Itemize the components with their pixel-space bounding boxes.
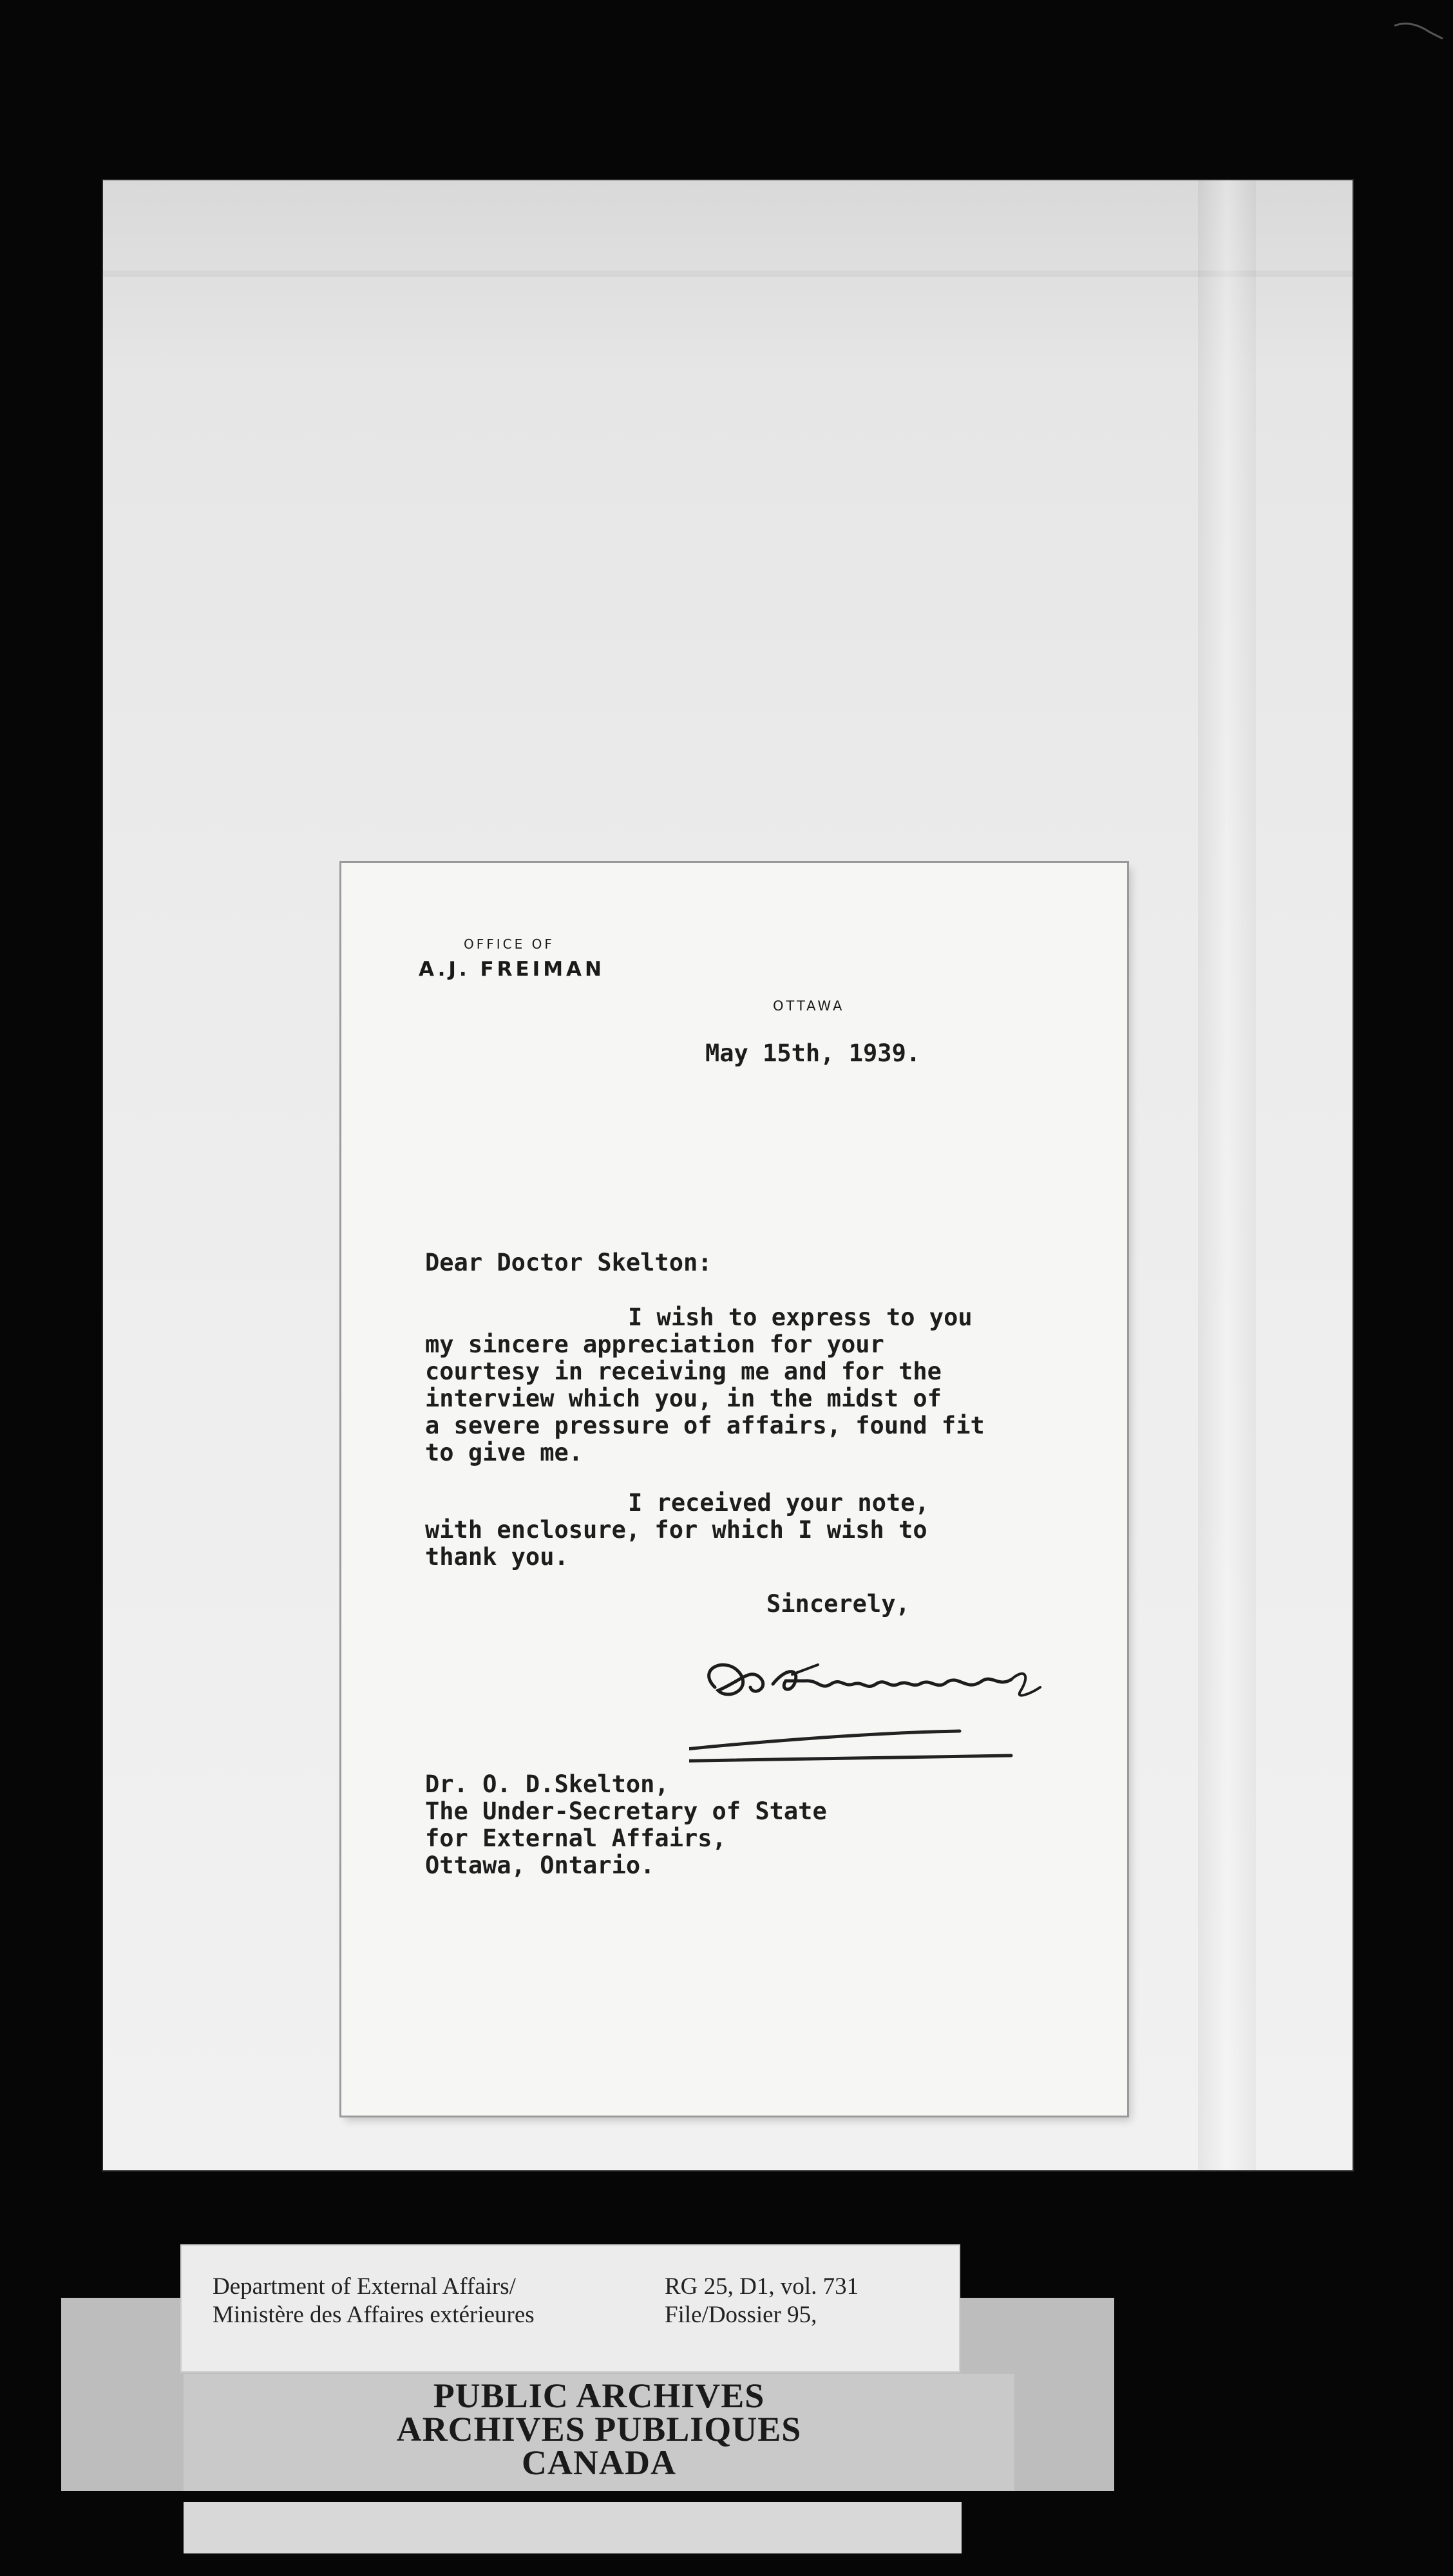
letterhead-name: A.J. FREIMAN bbox=[419, 958, 605, 981]
bottom-strip bbox=[184, 2502, 962, 2553]
reference-line: File/Dossier 95, bbox=[665, 2302, 817, 2328]
recipient-line: Ottawa, Ontario. bbox=[425, 1852, 655, 1879]
letterhead-office-of: OFFICE OF bbox=[464, 936, 555, 952]
letter-closing: Sincerely, bbox=[766, 1590, 910, 1618]
letter-salutation: Dear Doctor Skelton: bbox=[425, 1249, 712, 1276]
recipient-line: for External Affairs, bbox=[425, 1824, 726, 1852]
paragraph1-line: I wish to express to you bbox=[628, 1303, 973, 1331]
paragraph1-line: to give me. bbox=[425, 1439, 584, 1466]
recipient-line: The Under-Secretary of State bbox=[425, 1797, 827, 1825]
mount-band bbox=[103, 270, 1353, 277]
paragraph1-line: courtesy in receiving me and for the bbox=[425, 1358, 942, 1385]
mount-crease bbox=[1198, 180, 1256, 2170]
reference-line: RG 25, D1, vol. 731 bbox=[665, 2273, 859, 2300]
paragraph2-line: I received your note, bbox=[628, 1489, 929, 1517]
paragraph2-line: thank you. bbox=[425, 1543, 569, 1571]
letter-date: May 15th, 1939. bbox=[705, 1039, 921, 1067]
paragraph2-line: with enclosure, for which I wish to bbox=[425, 1516, 927, 1544]
handwritten-signature bbox=[689, 1629, 1088, 1784]
archive-stamp-line: ARCHIVES PUBLIQUES bbox=[396, 2410, 802, 2448]
archive-stamp bbox=[184, 2374, 1014, 2491]
film-corner-mark bbox=[1391, 6, 1449, 48]
letter-page bbox=[341, 863, 1127, 2116]
archive-reference-label bbox=[182, 2246, 959, 2371]
recipient-line: Dr. O. D.Skelton, bbox=[425, 1770, 669, 1798]
archive-stamp-line: PUBLIC ARCHIVES bbox=[433, 2376, 765, 2415]
department-line: Department of External Affairs/ bbox=[213, 2273, 516, 2300]
letterhead-city: OTTAWA bbox=[773, 998, 845, 1014]
paragraph1-line: a severe pressure of affairs, found fit bbox=[425, 1412, 985, 1439]
paragraph1-line: my sincere appreciation for your bbox=[425, 1331, 884, 1358]
archive-stamp-line: CANADA bbox=[522, 2443, 676, 2482]
department-line: Ministère des Affaires extérieures bbox=[213, 2302, 535, 2328]
paragraph1-line: interview which you, in the midst of bbox=[425, 1385, 942, 1412]
